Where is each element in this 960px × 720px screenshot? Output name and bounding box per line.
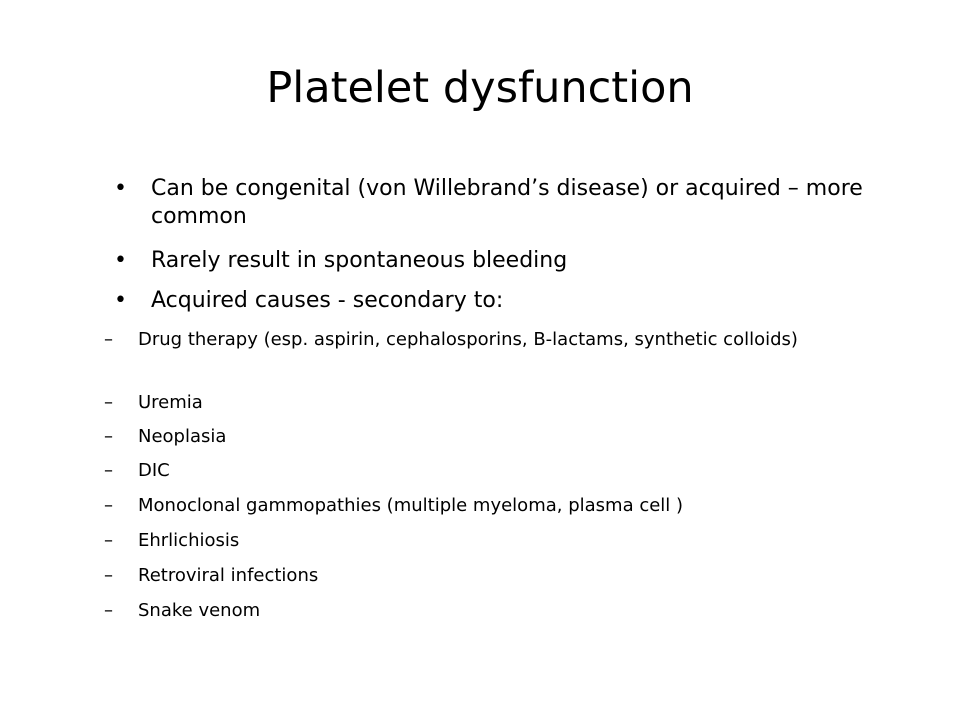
subbullet-text: Ehrlichiosis [138, 530, 240, 551]
subbullet-item-drug-therapy [96, 329, 896, 377]
subbullet-item-snake-venom [96, 600, 896, 624]
subbullet-text: DIC [138, 460, 170, 481]
bullet-item-rarely [96, 247, 896, 277]
bullet-item-congenital [96, 175, 896, 235]
subbullet-marker: – [104, 565, 113, 586]
subbullet-item-dic [96, 460, 896, 484]
bullet-item-acquired-causes [96, 287, 896, 317]
slide-title: Platelet dysfunction [266, 63, 694, 113]
bullet-text: Acquired causes - secondary to: [151, 288, 504, 313]
subbullet-item-retroviral [96, 565, 896, 589]
bullet-marker: • [114, 288, 127, 313]
subbullet-marker: – [104, 600, 113, 621]
subbullet-marker: – [104, 392, 113, 413]
subbullet-marker: – [104, 495, 113, 516]
bullet-text: Rarely result in spontaneous bleeding [151, 248, 568, 273]
subbullet-text: Neoplasia [138, 426, 227, 447]
subbullet-marker: – [104, 329, 113, 350]
subbullet-text: Drug therapy (esp. aspirin, cephalosporins, B-lactams, synthetic colloids) [138, 329, 798, 350]
bullet-marker: • [114, 248, 127, 273]
bullet-text: Can be congenital (von Willebrand’s disease) or acquired – more common [151, 176, 863, 229]
subbullet-item-monoclonal [96, 495, 896, 519]
bullet-marker: • [114, 176, 127, 201]
subbullet-item-uremia [96, 392, 896, 416]
subbullet-text: Snake venom [138, 600, 261, 621]
subbullet-marker: – [104, 530, 113, 551]
subbullet-item-ehrlichiosis [96, 530, 896, 554]
subbullet-text: Uremia [138, 392, 203, 413]
subbullet-text: Retroviral infections [138, 565, 319, 586]
subbullet-text: Monoclonal gammopathies (multiple myeloma, plasma cell ) [138, 495, 684, 516]
subbullet-marker: – [104, 460, 113, 481]
subbullet-marker: – [104, 426, 113, 447]
subbullet-item-neoplasia [96, 426, 896, 450]
